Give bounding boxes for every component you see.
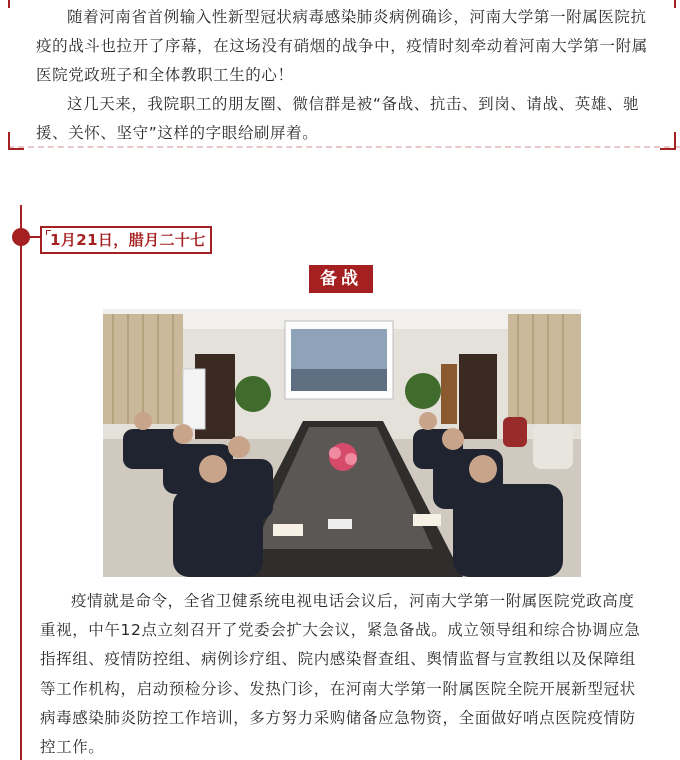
timeline-line <box>20 205 22 760</box>
dashed-divider <box>8 146 680 148</box>
intro-paragraph-1: 随着河南省首例输入性新型冠状病毒感染肺炎病例确诊，河南大学第一附属医院抗疫的战斗也拉开了序幕，在这场没有硝烟的战争中，疫情时刻牵动着河南大学第一附属医院党政班子和全体教职工生的心！ <box>36 8 648 84</box>
tick-mark <box>46 230 51 235</box>
corner-bracket-left <box>8 132 24 150</box>
corner-mark <box>8 0 10 8</box>
meeting-photo <box>103 309 581 577</box>
corner-mark <box>674 0 676 8</box>
timeline-dot <box>12 228 30 246</box>
section-title-tag: 备战 <box>309 265 373 293</box>
section-body-paragraph: 疫情就是命令，全省卫健系统电视电话会议后，河南大学第一附属医院党政高度重视，中午12点立刻召开了党委会扩大会议，紧急备战。成立领导组和综合协调应急指挥组、疫情防控组、病例诊疗组、院内感染督查组、舆情监督与宣教组以及保障组等工作机构，启动预检分诊、发热门诊，在河南大学第一附属医院全院开展新型冠状病毒感染肺炎防控工作培训，多方努力采购储备应急物资，全面做好哨点医院疫情防控工作。 <box>40 592 641 757</box>
intro-section <box>8 0 680 150</box>
corner-bracket-right <box>660 132 676 150</box>
intro-paragraph-2: 这几天来，我院职工的朋友圈、微信群是被“备战、抗击、到岗、请战、英雄、驰援、关怀、坚守”这样的字眼给刷屏着。 <box>36 95 640 142</box>
date-label-box <box>40 226 212 254</box>
date-label: 1月21日，腊月二十七 <box>50 231 206 249</box>
